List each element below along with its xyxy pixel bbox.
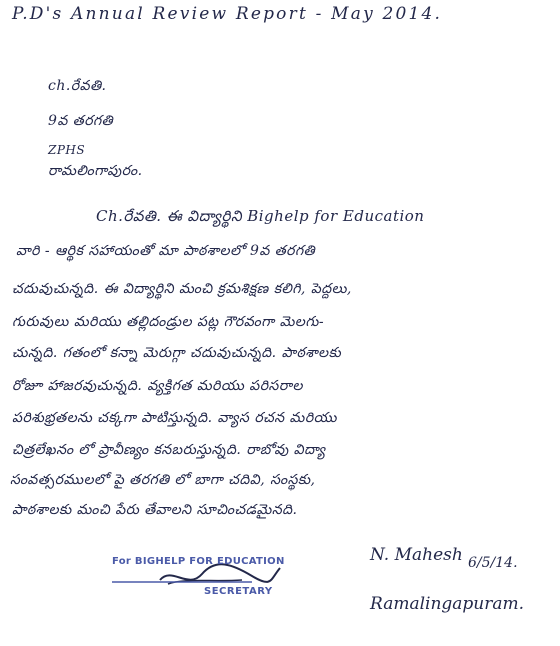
signature: N. Mahesh — [370, 545, 463, 565]
signoff-place: Ramalingapuram. — [370, 594, 525, 614]
stamp-role-text: SECRETARY — [204, 586, 273, 597]
school-name: ZPHS — [48, 143, 86, 157]
body-line: రోజూ హాజరవుచున్నది. వ్యక్తిగత మరియు పరిసరాల — [12, 378, 303, 394]
village-name: రామలింగాపురం. — [48, 163, 143, 179]
report-title: P.D's Annual Review Report - May 2014. — [12, 4, 443, 24]
body-line: సంవత్సరములలో పై తరగతి లో బాగా చదివి, సంస్థకు, — [10, 472, 316, 488]
body-line: గురువులు మరియు తల్లిదండ్రుల పట్ల గౌరవంగా మెలగు- — [12, 314, 325, 330]
body-line: చున్నది. గతంలో కన్నా మెరుగ్గా చదువుచున్నది. పాఠశాలకు — [12, 345, 342, 361]
secretary-stamp — [102, 550, 290, 610]
body-line: పాఠశాలకు మంచి పేరు తేవాలని సూచించడమైనది. — [12, 502, 298, 518]
body-line: చదువుచున్నది. ఈ విద్యార్థిని మంచి క్రమశిక్షణ కలిగి, పెద్దలు, — [12, 281, 352, 297]
body-line: పరిశుభ్రతలను చక్కగా పాటిస్తున్నది. వ్యాస రచన మరియు — [12, 410, 338, 426]
body-line: చిత్రలేఖనం లో ప్రావీణ్యం కనబరుస్తున్నది. రాబోవు విద్యా — [12, 442, 326, 458]
student-class: 9వ తరగతి — [48, 113, 114, 129]
stamp-org-text: For BIGHELP FOR EDUCATION — [112, 556, 285, 567]
body-line: వారి - ఆర్థిక సహాయంతో మా పాఠశాలలో 9వ తరగతి — [16, 243, 316, 259]
student-name: ch.రేవతి. — [48, 78, 107, 94]
body-line: Ch.రేవతి. ఈ విద్యార్థిని Bighelp for Education — [96, 207, 425, 225]
signoff-date: 6/5/14. — [468, 555, 518, 571]
